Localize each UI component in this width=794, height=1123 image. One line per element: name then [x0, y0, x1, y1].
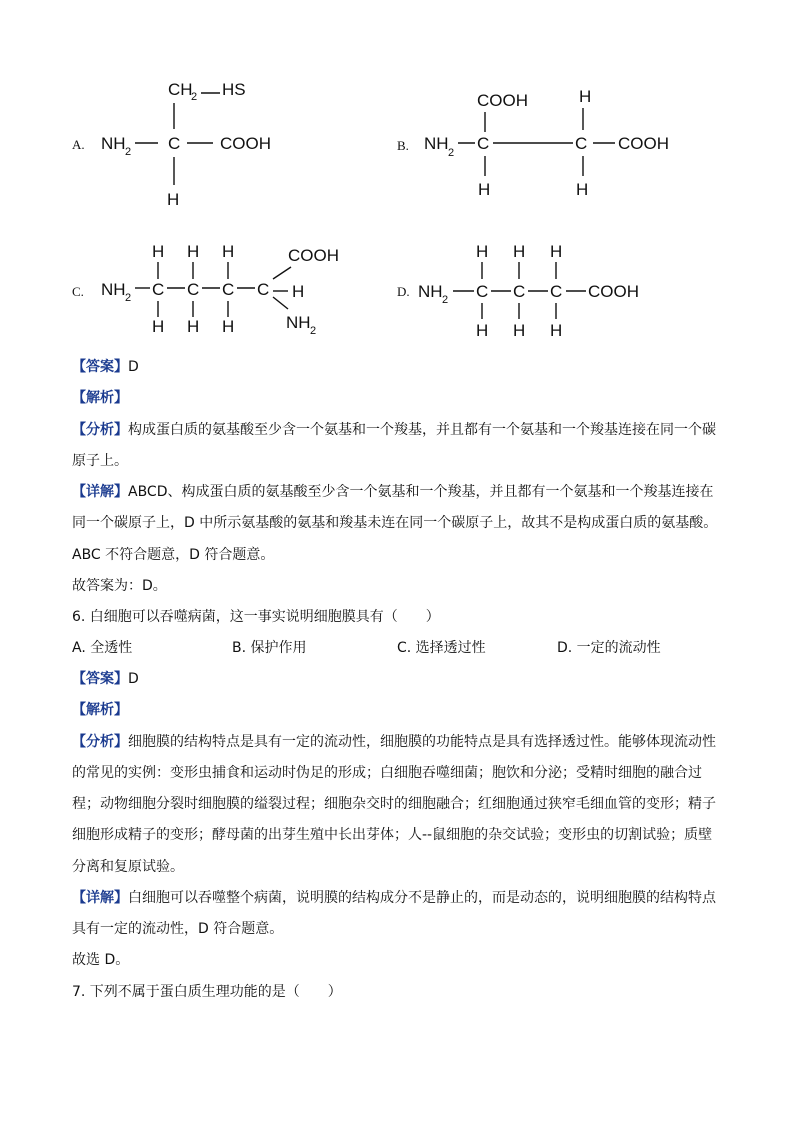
q6-stem: 6. 白细胞可以吞噬病菌，这一事实说明细胞膜具有（ ）: [72, 609, 440, 625]
structure-d: [418, 235, 658, 345]
q6-fenxi-line-2: 的常见的实例：变形虫捕食和运动时伪足的形成；白细胞吞噬细菌；胞饮和分泌；受精时细胞的融合过: [72, 765, 702, 781]
option-b-letter: B.: [397, 138, 409, 153]
svg-text:NH: NH: [101, 280, 126, 299]
svg-text:H: H: [550, 242, 563, 261]
q5-xiangjie-line-3: ABC 不符合题意，D 符合题意。: [72, 547, 275, 563]
q5-xiangjie-line-1: 【详解】ABCD、构成蛋白质的氨基酸至少含一个氨基和一个羧基，并且都有一个氨基和一个羧基连接在: [72, 484, 714, 500]
q6-xiangjie-line-1: 【详解】白细胞可以吞噬整个病菌，说明膜的结构成分不是静止的，而是动态的，说明细胞膜的结构特点: [72, 890, 716, 906]
svg-text:H: H: [187, 242, 200, 261]
answer-value: D: [128, 359, 139, 375]
q5-fenxi-line-2: 原子上。: [72, 453, 128, 469]
q6-option-b: B. 保护作用: [232, 640, 307, 656]
svg-text:2: 2: [125, 292, 132, 304]
svg-text:CH: CH: [168, 80, 193, 99]
q5-conclusion: 故答案为：D。: [72, 578, 167, 594]
svg-text:COOH: COOH: [288, 246, 339, 265]
q6-fenxi-line-1: 【分析】细胞膜的结构特点是具有一定的流动性，细胞膜的功能特点是具有选择透过性。能够体现流动性: [72, 734, 716, 750]
q6-conclusion: 故选 D。: [72, 952, 130, 968]
q6-fenxi-line-4: 细胞形成精子的变形；酵母菌的出芽生殖中长出芽体；人--鼠细胞的杂交试验；变形虫的切割试验；质壁: [72, 827, 713, 843]
structure-a: [95, 75, 285, 215]
svg-text:H: H: [513, 321, 526, 340]
svg-text:H: H: [579, 87, 592, 106]
structure-c: [95, 235, 355, 345]
q5-answer: [72, 357, 139, 377]
q6-fenxi-line-5: 分离和复原试验。: [72, 859, 184, 875]
q6-option-d: D. 一定的流动性: [557, 640, 661, 656]
svg-text:HS: HS: [222, 80, 246, 99]
svg-text:C: C: [477, 134, 490, 153]
svg-text:NH: NH: [418, 282, 443, 301]
svg-text:NH: NH: [424, 134, 449, 153]
q6-option-c: C. 选择透过性: [397, 640, 486, 656]
q7-stem: 7. 下列不属于蛋白质生理功能的是（ ）: [72, 984, 342, 1000]
svg-text:H: H: [476, 321, 489, 340]
q5-xiangjie-line-2: 同一个碳原子上，D 中所示氨基酸的氨基和羧基未连在同一个碳原子上，故其不是构成蛋白质的氨基酸。: [72, 515, 718, 531]
option-a-letter: A.: [72, 137, 85, 152]
q6-analysis-tag: 【解析】: [72, 702, 128, 718]
q6-fenxi-line-3: 程；动物细胞分裂时细胞膜的缢裂过程；细胞杂交时的细胞融合；红细胞通过狭窄毛细血管的变形；精子: [72, 796, 716, 812]
svg-text:2: 2: [310, 325, 317, 337]
option-c-letter: C.: [72, 284, 84, 299]
svg-text:COOH: COOH: [220, 134, 271, 153]
svg-text:2: 2: [442, 294, 449, 306]
q6-option-a: A. 全透性: [72, 640, 133, 656]
option-d-letter: D.: [397, 284, 410, 299]
svg-text:C: C: [575, 134, 588, 153]
svg-text:H: H: [550, 321, 563, 340]
svg-text:NH: NH: [286, 313, 311, 332]
svg-text:H: H: [292, 282, 305, 301]
svg-text:C: C: [513, 282, 526, 301]
svg-text:COOH: COOH: [618, 134, 669, 153]
svg-text:NH: NH: [101, 134, 126, 153]
svg-text:2: 2: [125, 146, 132, 158]
answer-value: D: [128, 671, 139, 687]
svg-text:2: 2: [448, 147, 455, 159]
q6-answer: [72, 669, 139, 689]
q5-fenxi-line-1: 【分析】构成蛋白质的氨基酸至少含一个氨基和一个羧基，并且都有一个氨基和一个羧基连接在同一个碳: [72, 422, 716, 438]
svg-text:H: H: [187, 317, 200, 336]
svg-text:H: H: [222, 242, 235, 261]
svg-text:H: H: [152, 317, 165, 336]
svg-text:C: C: [550, 282, 563, 301]
svg-text:H: H: [476, 242, 489, 261]
svg-text:H: H: [167, 190, 180, 209]
svg-text:C: C: [257, 280, 270, 299]
q6-xiangjie-line-2: 具有一定的流动性，D 符合题意。: [72, 921, 284, 937]
svg-text:C: C: [187, 280, 200, 299]
svg-text:H: H: [513, 242, 526, 261]
answer-tag: 【答案】: [72, 359, 128, 375]
svg-text:C: C: [222, 280, 235, 299]
svg-text:C: C: [168, 134, 181, 153]
answer-tag: 【答案】: [72, 671, 128, 687]
q5-analysis-tag: 【解析】: [72, 390, 128, 406]
svg-text:H: H: [152, 242, 165, 261]
svg-text:C: C: [152, 280, 165, 299]
svg-text:H: H: [576, 180, 589, 199]
svg-text:C: C: [476, 282, 489, 301]
svg-text:COOH: COOH: [477, 91, 528, 110]
svg-text:COOH: COOH: [588, 282, 639, 301]
svg-text:H: H: [478, 180, 491, 199]
svg-text:H: H: [222, 317, 235, 336]
svg-text:2: 2: [191, 91, 198, 103]
structure-b: [420, 82, 670, 202]
